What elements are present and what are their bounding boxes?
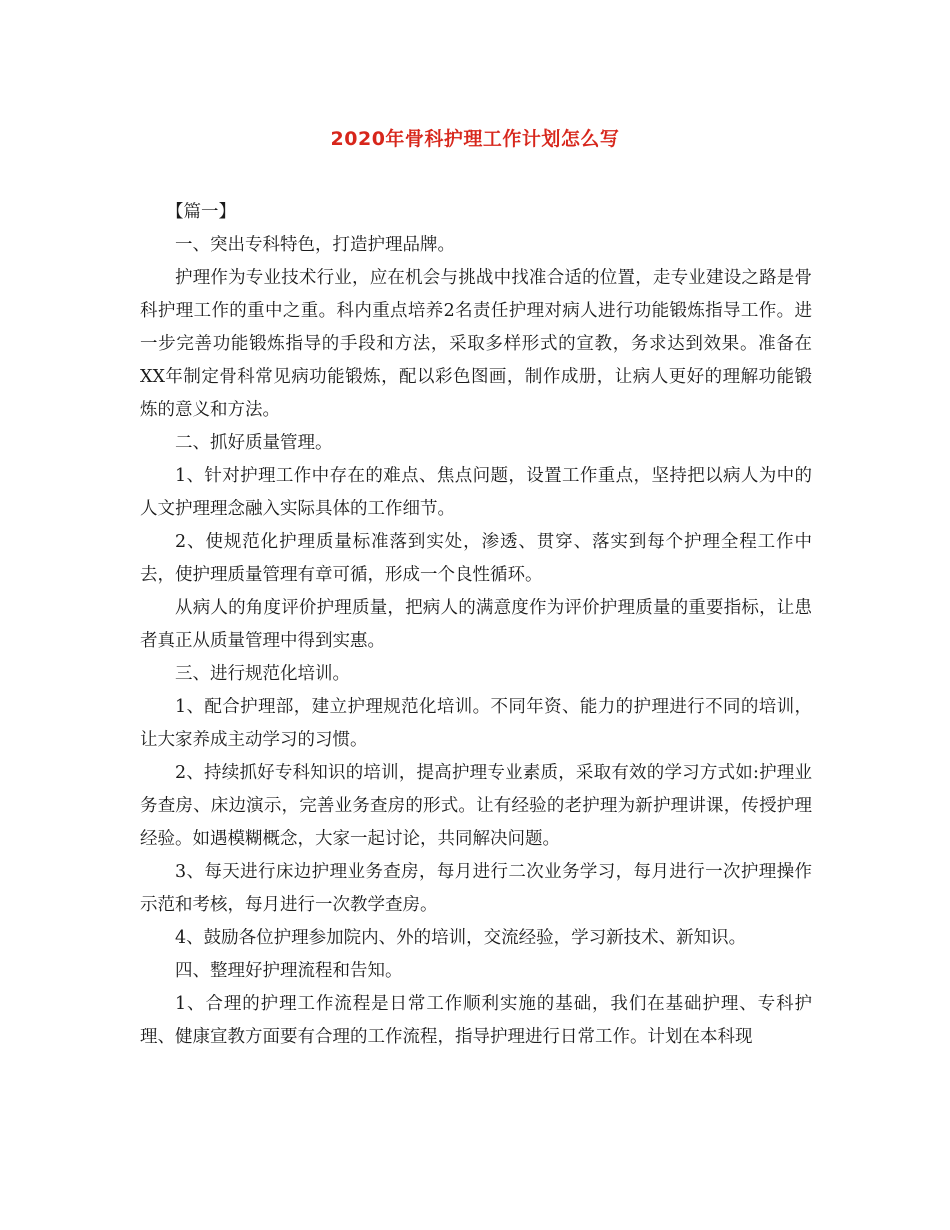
paragraph: 4、鼓励各位护理参加院内、外的培训，交流经验，学习新技术、新知识。 (175, 928, 747, 948)
section-tag: 【篇一】 (166, 202, 236, 222)
paragraph: 1、针对护理工作中存在的难点、焦点问题，设置工作重点，坚持把以病人为中的人文护理理念融入实际具体的工作细节。 (140, 466, 812, 519)
paragraph: 1、合理的护理工作流程是日常工作顺利实施的基础，我们在基础护理、专科护理、健康宣教方面要有合理的工作流程，指导护理进行日常工作。计划在本科现 (140, 994, 812, 1047)
heading-1: 一、突出专科特色，打造护理品牌。 (175, 235, 455, 255)
paragraph: 护理作为专业技术行业，应在机会与挑战中找准合适的位置，走专业建设之路是骨科护理工作的重中之重。科内重点培养2名责任护理对病人进行功能锻炼指导工作。进一步完善功能锻炼指导的手段和方法，采取多样形式的宣教，务求达到效果。准备在XX年制定骨科常见病功能锻炼，配以彩色图画，制作成册，让病人更好的理解功能锻炼的意义和方法。 (140, 268, 812, 420)
document-body (140, 196, 812, 1054)
paragraph: 3、每天进行床边护理业务查房，每月进行二次业务学习，每月进行一次护理操作示范和考核，每月进行一次教学查房。 (140, 862, 812, 915)
paragraph: 从病人的角度评价护理质量，把病人的满意度作为评价护理质量的重要指标，让患者真正从质量管理中得到实惠。 (140, 598, 812, 651)
document-title: 2020年骨科护理工作计划怎么写 (330, 128, 620, 150)
heading-2: 二、抓好质量管理。 (175, 433, 333, 453)
paragraph: 1、配合护理部，建立护理规范化培训。不同年资、能力的护理进行不同的培训，让大家养成主动学习的习惯。 (140, 697, 812, 750)
heading-3: 三、进行规范化培训。 (175, 664, 350, 684)
paragraph: 2、持续抓好专科知识的培训，提高护理专业素质，采取有效的学习方式如:护理业务查房、床边演示，完善业务查房的形式。让有经验的老护理为新护理讲课，传授护理经验。如遇模糊概念，大家一起讨论，共同解决问题。 (140, 763, 812, 849)
heading-4: 四、整理好护理流程和告知。 (175, 961, 403, 981)
paragraph: 2、使规范化护理质量标准落到实处，渗透、贯穿、落实到每个护理全程工作中去，使护理质量管理有章可循，形成一个良性循环。 (140, 532, 812, 585)
